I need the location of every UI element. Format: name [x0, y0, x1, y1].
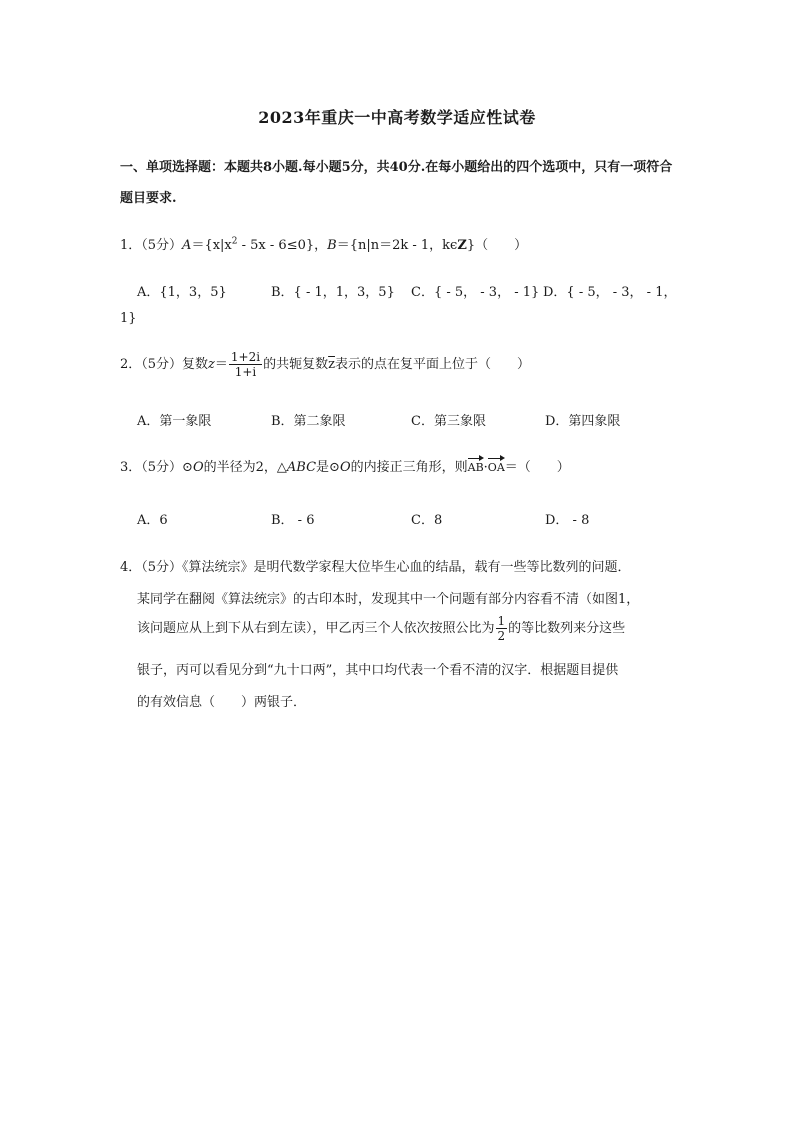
- q2-options: [137, 410, 677, 430]
- q4-fraction: [496, 614, 508, 643]
- q1-option-b[interactable]: B．{ - 1，1，3，5}: [271, 285, 395, 300]
- q2-fraction-denominator: 1+i: [234, 365, 257, 379]
- q4-line3-b: 的等比数列来分这些: [508, 621, 626, 636]
- q1-options: [137, 281, 677, 301]
- q1-superscript: 2: [231, 236, 238, 247]
- question-4-line-1: 4．（5分）《算法统宗》是明代数学家程大位毕生心血的结晶，载有一些等比数列的问题．: [120, 560, 631, 575]
- q2-tail: 表示的点在复平面上位于（ ）: [334, 357, 530, 372]
- q1-option-d-continued: 1}: [120, 311, 137, 326]
- q3-vector-oa: OA: [488, 457, 505, 474]
- q3-vector-ab: AB: [468, 457, 484, 474]
- q3-tail: ＝（ ）: [504, 460, 570, 475]
- q3-mid1: 的半径为2，△: [203, 460, 287, 475]
- q1-eq-a: ＝{x|x: [191, 238, 232, 253]
- q3-options: [137, 509, 677, 529]
- q2-fraction-numerator: 1+2i: [230, 350, 261, 364]
- q2-number: 2．（5分）复数: [120, 357, 209, 372]
- q2-z-conjugate: $\overline{z}$: [328, 357, 335, 372]
- page-title: 2023年重庆一中高考数学适应性试卷: [258, 108, 536, 127]
- q1-option-c[interactable]: C．{ - 5， - 3， - 1}: [411, 285, 540, 300]
- question-4-line-5: 的有效信息（ ）两银子．: [137, 695, 307, 710]
- q3-option-a[interactable]: A．6: [137, 513, 168, 528]
- q1-option-a[interactable]: A．{1，3，5}: [137, 285, 227, 300]
- q2-option-d[interactable]: D．第四象限: [545, 414, 621, 429]
- q1-set-a: A: [182, 238, 192, 253]
- q2-option-a[interactable]: A．第一象限: [137, 414, 212, 429]
- q2-fraction: [229, 350, 262, 379]
- q3-option-b[interactable]: B． - 6: [271, 513, 315, 528]
- question-4-line-2: 某同学在翻阅《算法统宗》的古印本时，发现其中一个问题有部分内容看不清（如图1，: [137, 592, 640, 607]
- q4-fraction-numerator: 1: [497, 614, 506, 628]
- section-heading: 一、单项选择题：本题共8小题.每小题5分，共40分.在每小题给出的四个选项中，只有一项符合题目要求.: [120, 160, 673, 206]
- question-1: [120, 234, 527, 253]
- q1-tail: }（ ）: [466, 238, 528, 253]
- question-4-line-3: [137, 614, 625, 643]
- q1-set-b: B: [327, 238, 337, 253]
- q3-triangle-abc: ABC: [286, 460, 317, 475]
- question-3: [120, 456, 570, 475]
- q3-circle-o-2: O: [339, 460, 351, 475]
- q3-option-d[interactable]: D． - 8: [545, 513, 590, 528]
- q1-integers-symbol: Z: [457, 238, 467, 253]
- q3-option-c[interactable]: C．8: [411, 513, 443, 528]
- q1-option-d[interactable]: D．{ - 5， - 3， - 1，: [543, 285, 677, 300]
- q3-dot: ·: [483, 460, 488, 475]
- q2-z: z: [208, 357, 215, 372]
- q3-circle-o: O: [192, 460, 204, 475]
- q2-option-b[interactable]: B．第二象限: [271, 414, 346, 429]
- q1-number: 1．（5分）: [120, 238, 183, 253]
- q1-eq-b: ＝{n|n＝2k - 1，kϵ: [336, 238, 458, 253]
- question-2: [120, 350, 530, 379]
- q4-line3-a: 该问题应从上到下从右到左读），甲乙丙三个人依次按照公比为: [137, 621, 495, 636]
- question-4-line-4: 银子，丙可以看见分到“九十口两”，其中口均代表一个看不清的汉字．根据题目提供: [137, 663, 619, 678]
- q2-eq: ＝: [214, 357, 228, 372]
- q2-mid: 的共轭复数: [263, 357, 329, 372]
- q1-rest-a: - 5x - 6≤0}，: [237, 238, 328, 253]
- q2-option-c[interactable]: C．第三象限: [411, 414, 486, 429]
- q3-mid3: 的内接正三角形，则: [350, 460, 468, 475]
- q4-fraction-denominator: 2: [497, 629, 506, 643]
- q3-number: 3．（5分）⊙: [120, 460, 193, 475]
- q3-mid2: 是⊙: [316, 460, 340, 475]
